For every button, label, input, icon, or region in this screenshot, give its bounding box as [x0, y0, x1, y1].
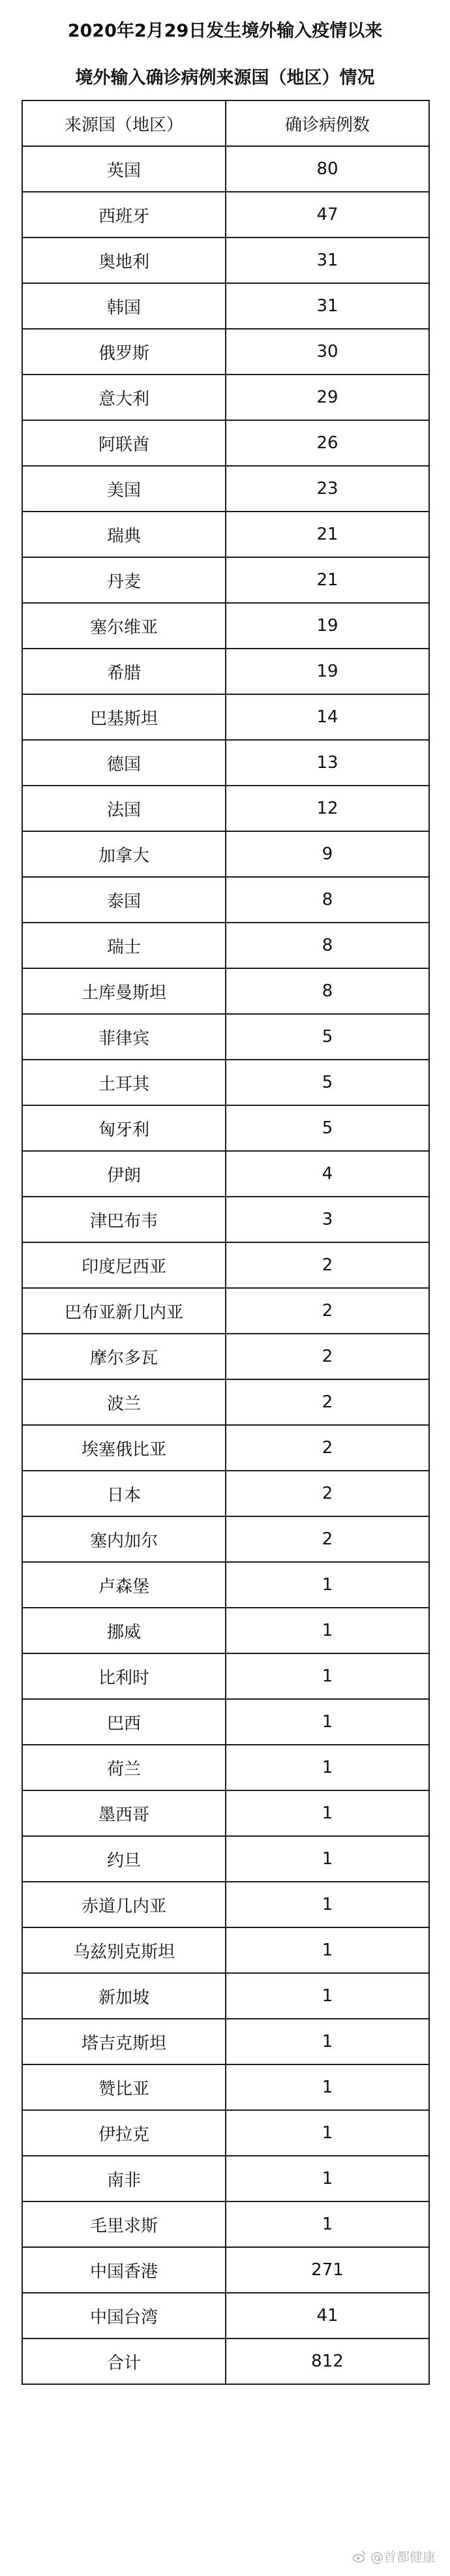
case-count-cell: 2 [226, 1334, 429, 1379]
case-count-cell: 47 [226, 192, 429, 238]
origin-cell: 俄罗斯 [22, 329, 226, 375]
case-count-cell: 30 [226, 329, 429, 375]
origin-cell: 法国 [22, 786, 226, 831]
column-header-count: 确诊病例数 [226, 100, 429, 146]
origin-cell: 英国 [22, 146, 226, 192]
case-count-cell: 2 [226, 1288, 429, 1334]
case-count-cell: 5 [226, 1060, 429, 1105]
case-count-cell: 8 [226, 968, 429, 1014]
table-row [22, 968, 429, 1014]
watermark-text: @首都健康 [370, 2549, 436, 2565]
table-row [22, 1242, 429, 1288]
case-count-cell: 1 [226, 1699, 429, 1745]
case-count-cell: 1 [226, 2110, 429, 2156]
origin-cell: 乌兹别克斯坦 [22, 1927, 226, 1973]
case-count-cell: 2 [226, 1379, 429, 1425]
origin-cell: 菲律宾 [22, 1014, 226, 1060]
origin-cell: 伊朗 [22, 1151, 226, 1197]
origin-cell: 荷兰 [22, 1745, 226, 1790]
table-row [22, 1151, 429, 1197]
case-count-cell: 1 [226, 1745, 429, 1790]
case-count-cell: 1 [226, 2201, 429, 2247]
table-row [22, 1653, 429, 1699]
page-title: 2020年2月29日发生境外输入疫情以来 [67, 21, 383, 41]
origin-cell: 塔吉克斯坦 [22, 2019, 226, 2064]
case-count-cell: 1 [226, 1653, 429, 1699]
table-row [22, 1197, 429, 1242]
case-count-cell: 8 [226, 923, 429, 968]
table-row [22, 2338, 429, 2384]
table-row [22, 649, 429, 694]
table-row [22, 1562, 429, 1608]
case-count-cell: 1 [226, 2156, 429, 2201]
origin-cell: 巴西 [22, 1699, 226, 1745]
table-row [22, 192, 429, 238]
case-count-cell: 19 [226, 649, 429, 694]
table-row [22, 2201, 429, 2247]
table-row [22, 329, 429, 375]
table-row [22, 2110, 429, 2156]
case-count-cell: 1 [226, 1927, 429, 1973]
table-row [22, 1927, 429, 1973]
case-count-cell: 1 [226, 1790, 429, 1836]
table-row [22, 1608, 429, 1653]
origin-cell: 赞比亚 [22, 2064, 226, 2110]
origin-cell: 波兰 [22, 1379, 226, 1425]
table-row [22, 1379, 429, 1425]
origin-cell: 奥地利 [22, 238, 226, 283]
origin-cell: 比利时 [22, 1653, 226, 1699]
case-count-cell: 4 [226, 1151, 429, 1197]
case-count-cell: 21 [226, 512, 429, 557]
table-row [22, 2247, 429, 2293]
case-count-cell: 29 [226, 375, 429, 420]
origin-cell: 土库曼斯坦 [22, 968, 226, 1014]
watermark [352, 2547, 436, 2566]
origin-cell: 中国台湾 [22, 2293, 226, 2338]
table-row [22, 1471, 429, 1516]
column-header-origin: 来源国（地区） [22, 100, 226, 146]
origin-cell: 南非 [22, 2156, 226, 2201]
origin-cell: 约旦 [22, 1836, 226, 1882]
case-count-cell: 2 [226, 1242, 429, 1288]
table-row [22, 1105, 429, 1151]
table-header-row [22, 100, 429, 146]
origin-cell: 墨西哥 [22, 1790, 226, 1836]
case-count-cell: 5 [226, 1105, 429, 1151]
case-count-cell: 31 [226, 283, 429, 329]
table-row [22, 877, 429, 923]
table-row [22, 375, 429, 420]
table-row [22, 1334, 429, 1379]
origin-cell: 泰国 [22, 877, 226, 923]
origin-cell: 日本 [22, 1471, 226, 1516]
table-row [22, 831, 429, 877]
case-count-cell: 1 [226, 1973, 429, 2019]
origin-cell: 塞尔维亚 [22, 603, 226, 649]
table-row [22, 786, 429, 831]
table-row [22, 923, 429, 968]
case-count-cell: 1 [226, 1562, 429, 1608]
origin-cell: 阿联酋 [22, 420, 226, 466]
table-row [22, 1790, 429, 1836]
case-count-cell: 9 [226, 831, 429, 877]
origin-cell: 卢森堡 [22, 1562, 226, 1608]
table-row [22, 603, 429, 649]
case-count-cell: 14 [226, 694, 429, 740]
origin-cell: 德国 [22, 740, 226, 786]
origin-cell: 巴布亚新几内亚 [22, 1288, 226, 1334]
table-row [22, 1699, 429, 1745]
case-count-cell: 8 [226, 877, 429, 923]
case-count-cell: 5 [226, 1014, 429, 1060]
table-row [22, 1836, 429, 1882]
origin-cell: 印度尼西亚 [22, 1242, 226, 1288]
case-count-cell: 1 [226, 2064, 429, 2110]
case-count-cell: 41 [226, 2293, 429, 2338]
case-count-cell: 2 [226, 1516, 429, 1562]
origin-cell: 希腊 [22, 649, 226, 694]
origin-cell: 土耳其 [22, 1060, 226, 1105]
origin-cell: 伊拉克 [22, 2110, 226, 2156]
case-count-cell: 31 [226, 238, 429, 283]
table-row [22, 466, 429, 512]
origin-cell: 埃塞俄比亚 [22, 1425, 226, 1471]
case-count-cell: 12 [226, 786, 429, 831]
origin-cell: 巴基斯坦 [22, 694, 226, 740]
table-row [22, 1745, 429, 1790]
case-count-cell: 26 [226, 420, 429, 466]
table-row [22, 1060, 429, 1105]
table-caption: 境外输入确诊病例来源国（地区）情况 [75, 68, 375, 88]
origin-cell: 美国 [22, 466, 226, 512]
case-count-cell: 80 [226, 146, 429, 192]
case-count-cell: 1 [226, 1836, 429, 1882]
table-row [22, 694, 429, 740]
table-row [22, 1288, 429, 1334]
table-row [22, 1014, 429, 1060]
origin-cell: 瑞典 [22, 512, 226, 557]
table-row [22, 512, 429, 557]
origin-cell: 西班牙 [22, 192, 226, 238]
origin-cell: 中国香港 [22, 2247, 226, 2293]
table-row [22, 2064, 429, 2110]
origin-cell: 意大利 [22, 375, 226, 420]
origin-cell: 毛里求斯 [22, 2201, 226, 2247]
case-count-cell: 2 [226, 1471, 429, 1516]
table-row [22, 238, 429, 283]
table-row [22, 146, 429, 192]
table-row [22, 2293, 429, 2338]
origin-cell: 瑞士 [22, 923, 226, 968]
origin-cell: 匈牙利 [22, 1105, 226, 1151]
case-count-cell: 3 [226, 1197, 429, 1242]
origin-cell: 丹麦 [22, 557, 226, 603]
table-row [22, 557, 429, 603]
origin-cell: 加拿大 [22, 831, 226, 877]
case-count-cell: 271 [226, 2247, 429, 2293]
table-row [22, 2156, 429, 2201]
table-row [22, 2019, 429, 2064]
table-row [22, 1516, 429, 1562]
origin-cell: 塞内加尔 [22, 1516, 226, 1562]
weibo-icon [352, 2549, 367, 2564]
origin-cell: 韩国 [22, 283, 226, 329]
origin-cell: 津巴布韦 [22, 1197, 226, 1242]
table-row [22, 283, 429, 329]
case-count-cell: 1 [226, 1608, 429, 1653]
imported-cases-table [22, 100, 430, 2385]
case-count-cell: 13 [226, 740, 429, 786]
case-count-cell: 19 [226, 603, 429, 649]
table-row [22, 420, 429, 466]
origin-cell: 新加坡 [22, 1973, 226, 2019]
table-row [22, 1882, 429, 1927]
origin-cell: 摩尔多瓦 [22, 1334, 226, 1379]
origin-cell: 赤道几内亚 [22, 1882, 226, 1927]
case-count-cell: 1 [226, 1882, 429, 1927]
case-count-cell: 21 [226, 557, 429, 603]
table-row [22, 1425, 429, 1471]
origin-cell: 合计 [22, 2338, 226, 2384]
case-count-cell: 1 [226, 2019, 429, 2064]
table-row [22, 1973, 429, 2019]
case-count-cell: 812 [226, 2338, 429, 2384]
table-row [22, 740, 429, 786]
case-count-cell: 2 [226, 1425, 429, 1471]
origin-cell: 挪威 [22, 1608, 226, 1653]
case-count-cell: 23 [226, 466, 429, 512]
